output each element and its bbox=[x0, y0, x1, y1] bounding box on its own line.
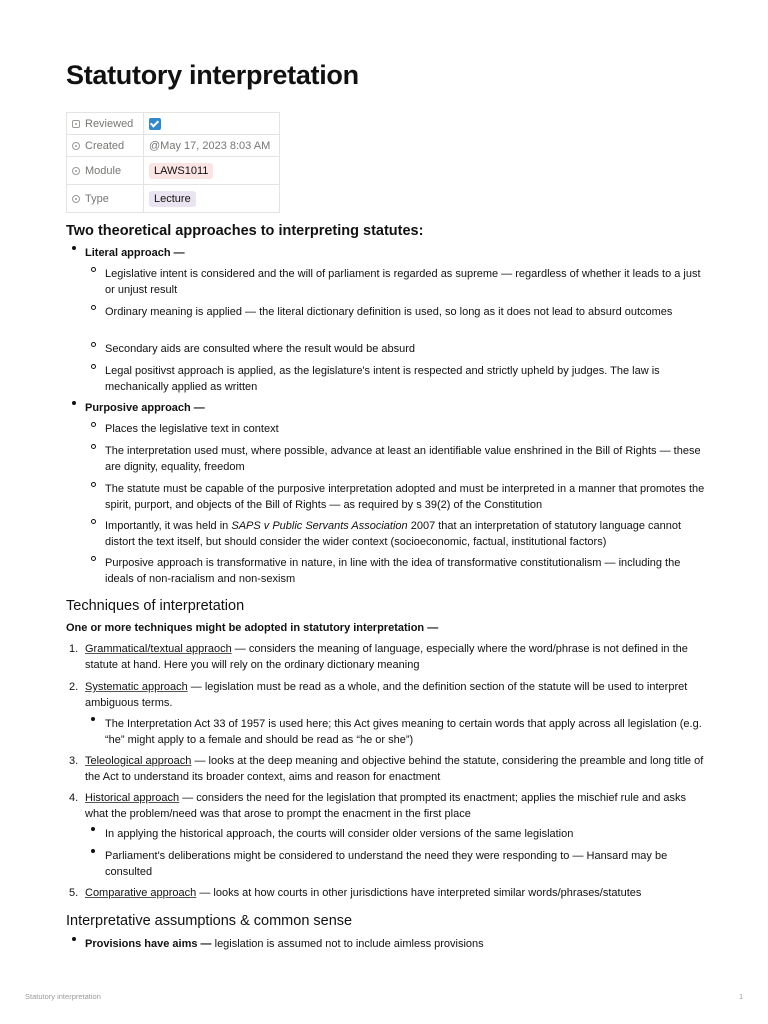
list-item: Importantly, it was held in SAPS v Public Servants Association 2007 that an interpretation of statutory language cannot distort the text itself, but should consider the wider context (socioeconomic, factual, institutional factors) bbox=[86, 519, 706, 550]
page-title: Statutory interpretation bbox=[66, 60, 359, 90]
bullet-icon bbox=[91, 519, 96, 524]
type-tag[interactable]: Lecture bbox=[149, 191, 196, 207]
bullet-icon bbox=[91, 556, 96, 561]
property-row-reviewed bbox=[67, 113, 280, 135]
case-name: SAPS v Public Servants Association bbox=[231, 520, 408, 532]
list-item: Secondary aids are consulted where the result would be absurd bbox=[86, 342, 706, 358]
numbered-item: 1. Grammatical/textual appraoch — considers the meaning of language, especially where the word/phrase is not defined in the statute at hand. Here you will rely on the ordinary dictionary meaning bbox=[69, 643, 688, 671]
technique-term: Grammatical/textual appraoch bbox=[85, 643, 232, 655]
technique-term: Teleological approach bbox=[85, 755, 192, 767]
page-number: 1 bbox=[739, 992, 744, 1001]
property-key: Type bbox=[85, 192, 109, 205]
bullet-icon bbox=[91, 849, 95, 853]
section-heading-techniques: Techniques of interpretation bbox=[66, 598, 245, 614]
select-icon bbox=[72, 167, 80, 175]
technique-term: Comparative approach bbox=[85, 887, 197, 899]
property-key: Created bbox=[85, 139, 125, 152]
bullet-icon bbox=[72, 401, 76, 405]
bullet-icon bbox=[91, 305, 96, 310]
select-icon bbox=[72, 195, 80, 203]
list-item: Parliament's deliberations might be considered to understand the need they were responding to — Hansard may be consulted bbox=[86, 849, 706, 880]
property-key: Reviewed bbox=[85, 117, 134, 130]
property-row-type bbox=[67, 185, 280, 213]
list-item: Legislative intent is considered and the will of parliament is regarded as supreme — regardless of whether it leads to a just or unjust result bbox=[86, 267, 706, 298]
property-row-created bbox=[67, 135, 280, 157]
footer-title: Statutory interpretation bbox=[25, 992, 101, 1001]
property-row-module bbox=[67, 157, 280, 185]
clock-icon bbox=[72, 142, 80, 150]
list-item: The Interpretation Act 33 of 1957 is used here; this Act gives meaning to certain words that apply across all legislation (e.g. “he” might apply to a female and should be read as “he or she”) bbox=[86, 717, 706, 748]
section-heading-approaches: Two theoretical approaches to interpreting statutes: bbox=[66, 223, 424, 239]
numbered-item: 5. Comparative approach — looks at how courts in other jurisdictions have interpreted similar words/phrases/statutes bbox=[69, 887, 642, 899]
numbered-item: 3. Teleological approach — looks at the deep meaning and objective behind the statute, considering the preamble and long title of the Act to understand its broader context, aims and reason for enactment bbox=[69, 755, 704, 783]
bullet-icon bbox=[72, 937, 76, 941]
technique-term: Systematic approach bbox=[85, 681, 188, 693]
section-subheading: One or more techniques might be adopted in statutory interpretation — bbox=[66, 622, 439, 634]
list-item: Ordinary meaning is applied — the literal dictionary definition is used, so long as it does not lead to absurd outcomes bbox=[86, 305, 706, 321]
list-item: Places the legislative text in context bbox=[86, 422, 706, 438]
list-item: The interpretation used must, where possible, advance at least an identifiable value enshrined in the Bill of Rights — these are dignity, equality, freedom bbox=[86, 444, 706, 475]
list-item: Legal positivst approach is applied, as the legislature's intent is respected and strictly upheld by judges. The law is mechanically applied as written bbox=[86, 364, 706, 395]
list-item: The statute must be capable of the purposive interpretation adopted and must be interpreted in a manner that promotes the spirit, purport, and objects of the Bill of Rights — as required by s 39(2) of the Constitution bbox=[86, 482, 706, 513]
list-item-literal: Literal approach — bbox=[66, 246, 706, 262]
numbered-item: 4. Historical approach — considers the need for the legislation that prompted its enactment; applies the mischief rule and asks what the problem/need was that arose to prompt the enacment in the first place bbox=[69, 792, 687, 820]
bullet-icon bbox=[91, 364, 96, 369]
reviewed-checkbox[interactable] bbox=[149, 118, 161, 130]
list-item-purposive: Purposive approach — bbox=[66, 401, 706, 417]
bullet-icon bbox=[91, 267, 96, 272]
bullet-icon bbox=[91, 422, 96, 427]
bullet-icon bbox=[91, 717, 95, 721]
list-item: Provisions have aims — legislation is assumed not to include aimless provisions bbox=[66, 937, 706, 953]
created-value[interactable]: @May 17, 2023 8:03 AM bbox=[144, 135, 280, 157]
module-tag[interactable]: LAWS1011 bbox=[149, 163, 213, 179]
property-key: Module bbox=[85, 164, 122, 177]
list-item: In applying the historical approach, the courts will consider older versions of the same legislation bbox=[86, 827, 706, 843]
section-heading-assumptions: Interpretative assumptions & common sense bbox=[66, 913, 353, 929]
bullet-icon bbox=[91, 444, 96, 449]
list-item: Purposive approach is transformative in nature, in line with the idea of transformative constitutionalism — including the ideals of non-racialism and non-sexism bbox=[86, 556, 706, 587]
properties-table bbox=[66, 112, 280, 213]
bullet-icon bbox=[91, 827, 95, 831]
numbered-item: 2. Systematic approach — legislation must be read as a whole, and the definition section of the statute will be used to interpret ambiguous terms. bbox=[69, 681, 688, 709]
technique-term: Historical approach bbox=[85, 792, 180, 804]
bullet-icon bbox=[91, 482, 96, 487]
checkbox-prop-icon bbox=[72, 120, 80, 128]
bullet-icon bbox=[91, 342, 96, 347]
bullet-icon bbox=[72, 246, 76, 250]
